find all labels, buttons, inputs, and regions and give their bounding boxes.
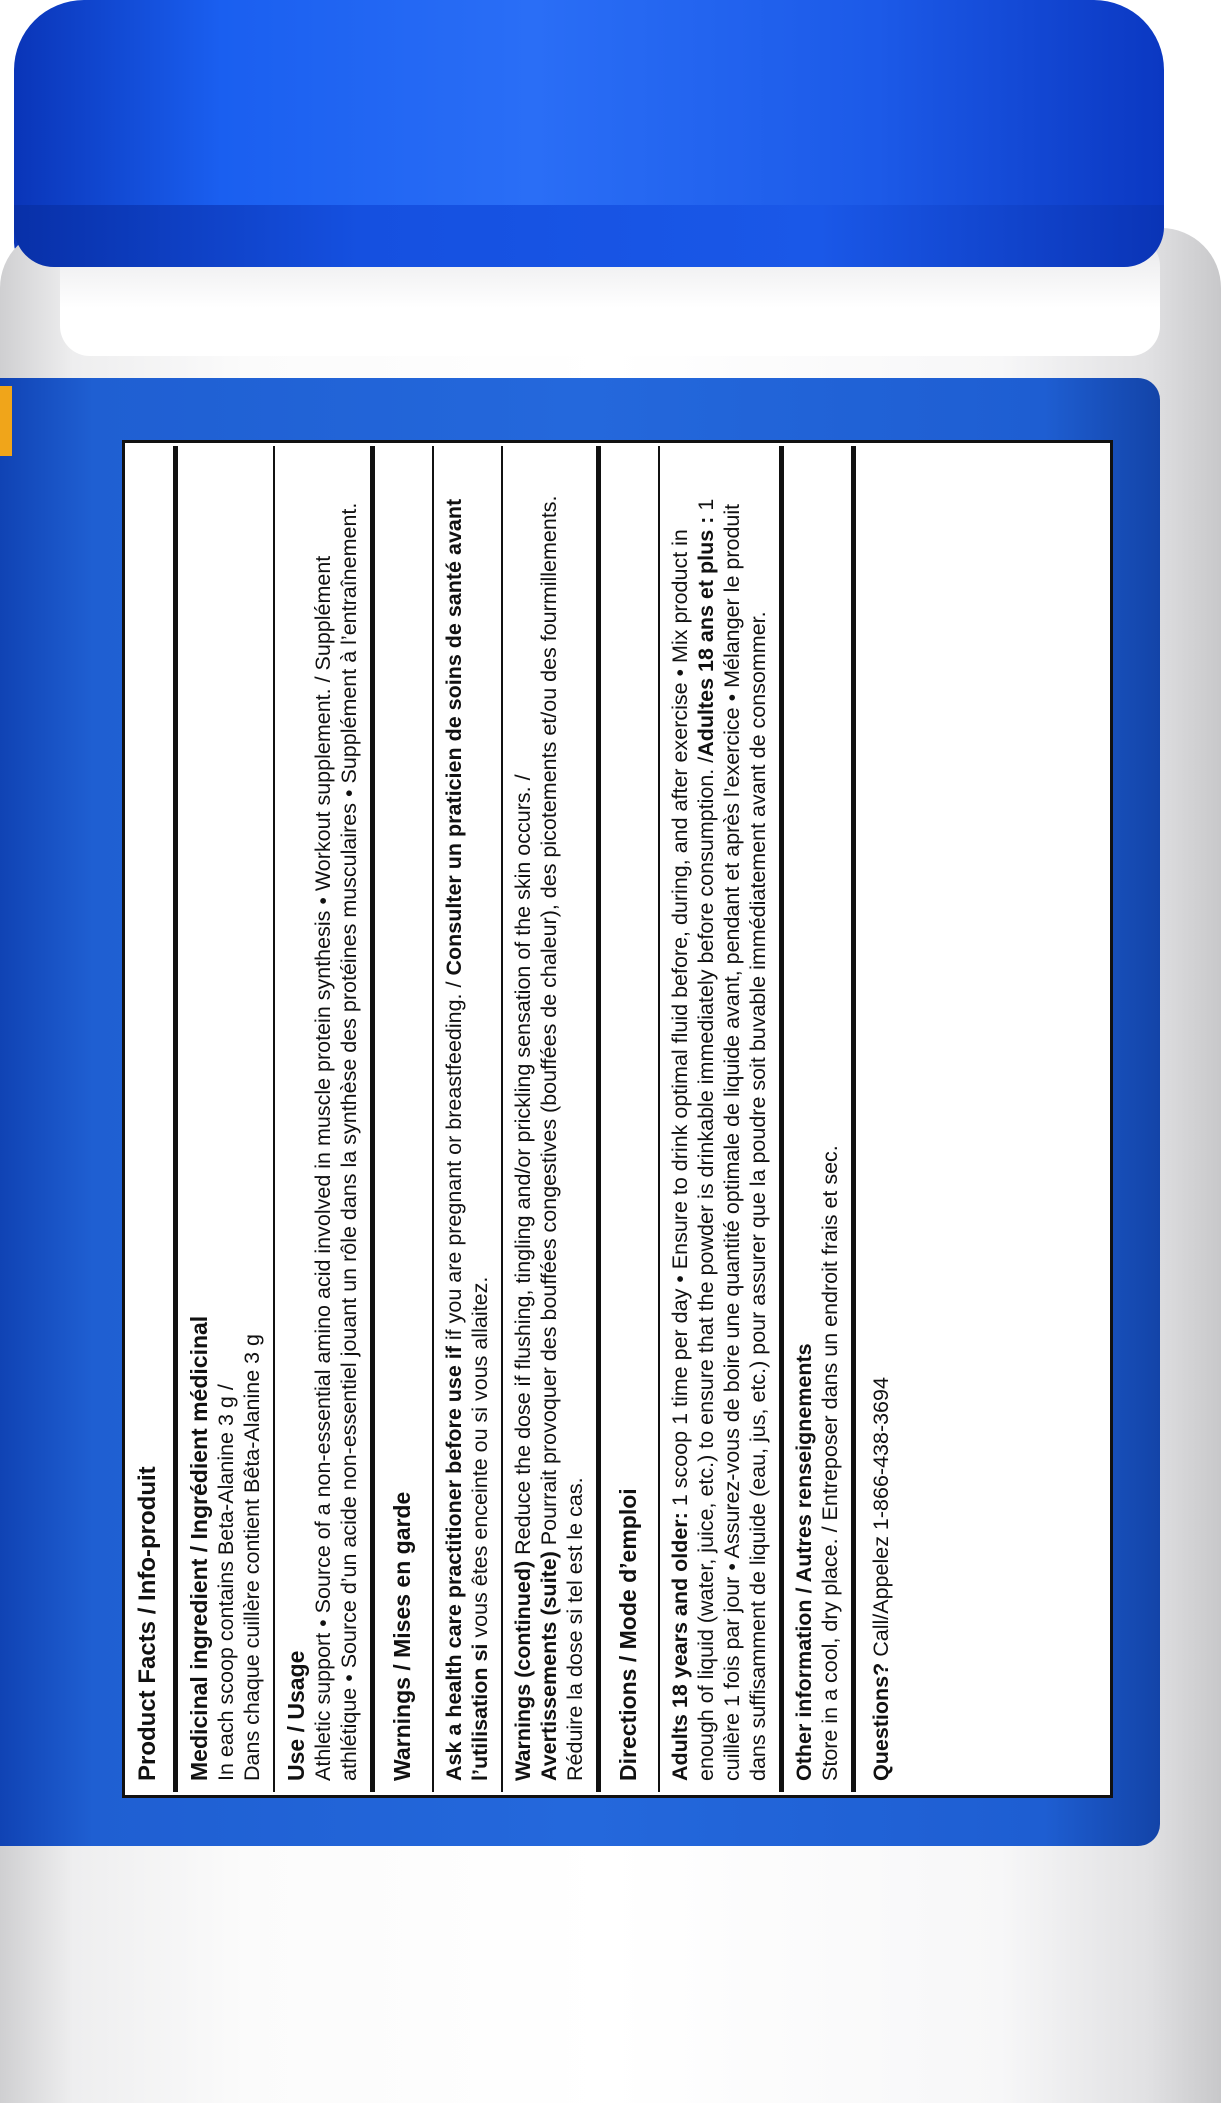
- use-text: Athletic support • Source of a non-essential amino acid involved in muscle protein synthesis • Workout supplement. / Supplément athlétique • Source d’un acide non-essentiel jouant un rôle dans la synthèse des protéines musculaires • Supplément à l’entraînement.: [311, 502, 361, 1781]
- directions-heading-section: [601, 446, 660, 1792]
- warnings-continued-bold-en: Warnings (continued): [511, 1560, 535, 1781]
- medicinal-ingredient-heading: Medicinal ingredient / Ingrédient médicinal: [186, 1315, 212, 1781]
- directions-bold-en: Adults 18 years and older:: [668, 1512, 692, 1781]
- directions-bold-fr: Adultes 18 ans et plus :: [694, 516, 718, 757]
- product-facts-panel: [125, 446, 1104, 1792]
- other-information-heading: Other information / Autres renseignements: [792, 1343, 816, 1781]
- warnings-section: [434, 446, 503, 1792]
- warnings-ask-bold-fr: Consulter un praticien de soins de santé avant l’utilisation si: [442, 498, 492, 1781]
- warnings-continued-section: [503, 446, 601, 1792]
- facts-title: Product Facts / Info-produit: [125, 446, 178, 1792]
- warnings-ask-bold-en: Ask a health care practitioner before use if: [442, 1346, 466, 1781]
- questions-section: [856, 446, 906, 1792]
- warnings-continued-text-en: Reduce the dose if flushing, tingling and/or prickling sensation of the skin occurs. /: [511, 774, 535, 1561]
- warnings-ask-text-fr: vous êtes enceinte ou si vous allaitez.: [468, 1276, 492, 1644]
- other-information-section: [784, 446, 856, 1792]
- warnings-continued-text: [510, 457, 588, 1781]
- label-accent-stripe: [0, 386, 12, 456]
- directions-text-fr: 1 cuillère 1 fois par jour • Assurez-vous de boire une quantité optimale de liquide avant, pendant et après l’exercice • Mélanger le produit dans suffisamment de liquide (eau, jus, etc.) pour assurer que la poudre soit buvable immédiatement avant de consommer.: [694, 498, 770, 1781]
- warnings-continued-bold-fr: Avertissements (suite): [537, 1551, 561, 1781]
- medicinal-ingredient-fr: Dans chaque cuillère contient Bêta-Alanine 3 g: [240, 1333, 264, 1781]
- directions-text: [667, 457, 771, 1781]
- medicinal-ingredient-en: In each scoop contains Beta-Alanine 3 g /: [214, 1384, 238, 1781]
- use-heading: Use / Usage: [283, 1650, 309, 1781]
- warnings-text: [441, 457, 493, 1781]
- questions-label: Questions?: [869, 1662, 893, 1781]
- questions-phone: Call/Appelez 1-866-438-3694: [869, 1377, 893, 1663]
- warnings-continued-text-fr: Pourrait provoquer des bouffées congestives (bouffées de chaleur), des picotements et/ou des fourmillements. Réduire la dose si tel est le cas.: [537, 495, 587, 1781]
- directions-heading: Directions / Mode d’emploi: [615, 1488, 641, 1781]
- jar-lid-rim: [14, 205, 1164, 267]
- use-section: [275, 446, 375, 1792]
- warnings-heading-section: [375, 446, 434, 1792]
- warnings-ask-text-en: if you are pregnant or breastfeeding. /: [442, 975, 466, 1347]
- directions-text-en: 1 scoop 1 time per day • Ensure to drink optimal fluid before, during, and after exercise • Mix product in enough of liquid (water, juice, etc.) to ensure that the powder is drinkable immediately before consumption. /: [668, 529, 718, 1781]
- directions-section: [660, 446, 784, 1792]
- medicinal-ingredient-section: [178, 446, 275, 1792]
- other-information-text: Store in a cool, dry place. / Entreposer dans un endroit frais et sec.: [818, 1145, 842, 1781]
- warnings-heading: Warnings / Mises en garde: [389, 1491, 415, 1781]
